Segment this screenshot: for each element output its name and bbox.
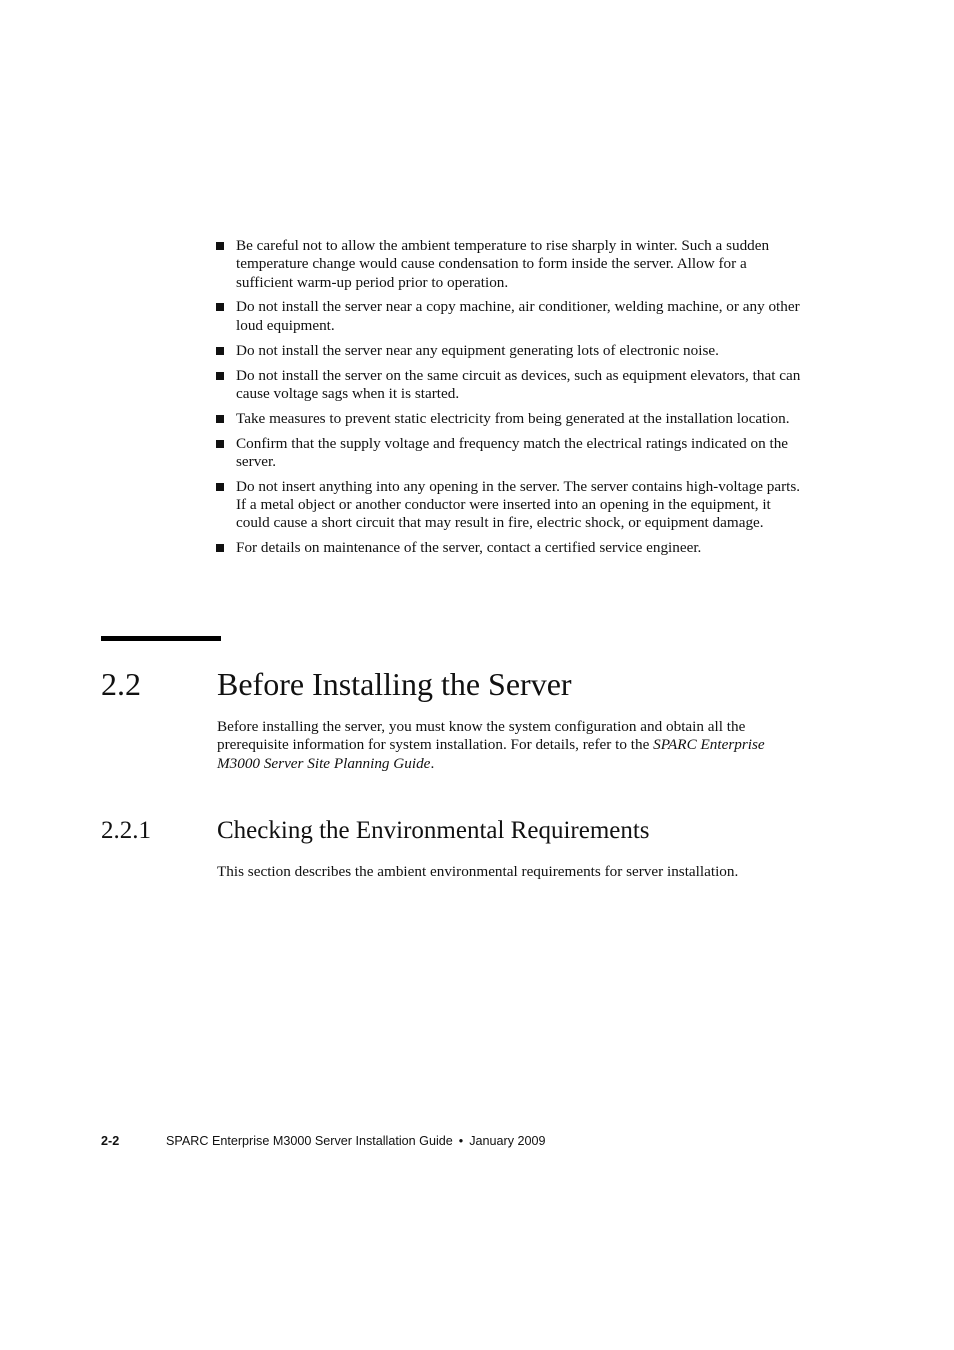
list-item xyxy=(216,478,806,533)
square-bullet-icon xyxy=(216,347,224,355)
square-bullet-icon xyxy=(216,242,224,250)
section-intro-text: Before installing the server, you must know the system configuration and obtain all the prerequisite information for system installation. For details, refer to the xyxy=(217,718,746,754)
square-bullet-icon xyxy=(216,544,224,552)
list-item-text: For details on maintenance of the server, contact a certified service engineer. xyxy=(236,539,702,557)
footer-date: January 2009 xyxy=(469,1134,546,1148)
list-item-text: Confirm that the supply voltage and frequency match the electrical ratings indicated on the server. xyxy=(236,434,789,470)
list-item-text: Do not install the server near a copy machine, air conditioner, welding machine, or any other loud equipment. xyxy=(236,298,800,334)
site-planning-guide-ref: SPARC Enterprise M3000 Server Site Planning Guide xyxy=(217,736,765,772)
square-bullet-icon xyxy=(216,440,224,448)
list-item xyxy=(216,410,806,428)
section-intro-end: . xyxy=(430,754,435,772)
footer-text xyxy=(166,1133,546,1149)
section-rule xyxy=(101,636,221,641)
list-item xyxy=(216,298,806,335)
list-item xyxy=(216,367,806,404)
section-intro xyxy=(217,718,807,773)
footer-doc-title: SPARC Enterprise M3000 Server Installation Guide xyxy=(166,1134,453,1148)
precautions-list xyxy=(216,237,806,564)
square-bullet-icon xyxy=(216,415,224,423)
list-item-text: Do not install the server on the same circuit as devices, such as equipment elevators, that can cause voltage sags when it is started. xyxy=(236,366,801,402)
subsection-text: This section describes the ambient environmental requirements for server installation. xyxy=(217,863,739,880)
section-number: 2.2 xyxy=(101,666,141,702)
list-item xyxy=(216,435,806,472)
footer-separator: • xyxy=(458,1134,464,1148)
list-item xyxy=(216,539,806,557)
list-item-text: Do not install the server near any equipment generating lots of electronic noise. xyxy=(236,341,719,359)
subsection-number: 2.2.1 xyxy=(101,817,151,844)
page-number: 2-2 xyxy=(101,1134,120,1148)
square-bullet-icon xyxy=(216,303,224,311)
list-item-text: Be careful not to allow the ambient temperature to rise sharply in winter. Such a sudden temperature change would cause condensation to form inside the server. Allow for a sufficient warm-up period prior to operation. xyxy=(236,237,770,291)
list-item xyxy=(216,342,806,360)
square-bullet-icon xyxy=(216,372,224,380)
list-item xyxy=(216,237,806,292)
subsection-title: Checking the Environmental Requirements xyxy=(217,817,650,844)
list-item-text: Do not insert anything into any opening in the server. The server contains high-voltage parts. If a metal object or another conductor were inserted into an opening in the equipment, it could cause a short circuit that may result in fire, electric shock, or equipment damage. xyxy=(236,477,801,532)
list-item-text: Take measures to prevent static electricity from being generated at the installation location. xyxy=(236,409,790,427)
square-bullet-icon xyxy=(216,483,224,491)
section-title: Before Installing the Server xyxy=(217,666,572,702)
